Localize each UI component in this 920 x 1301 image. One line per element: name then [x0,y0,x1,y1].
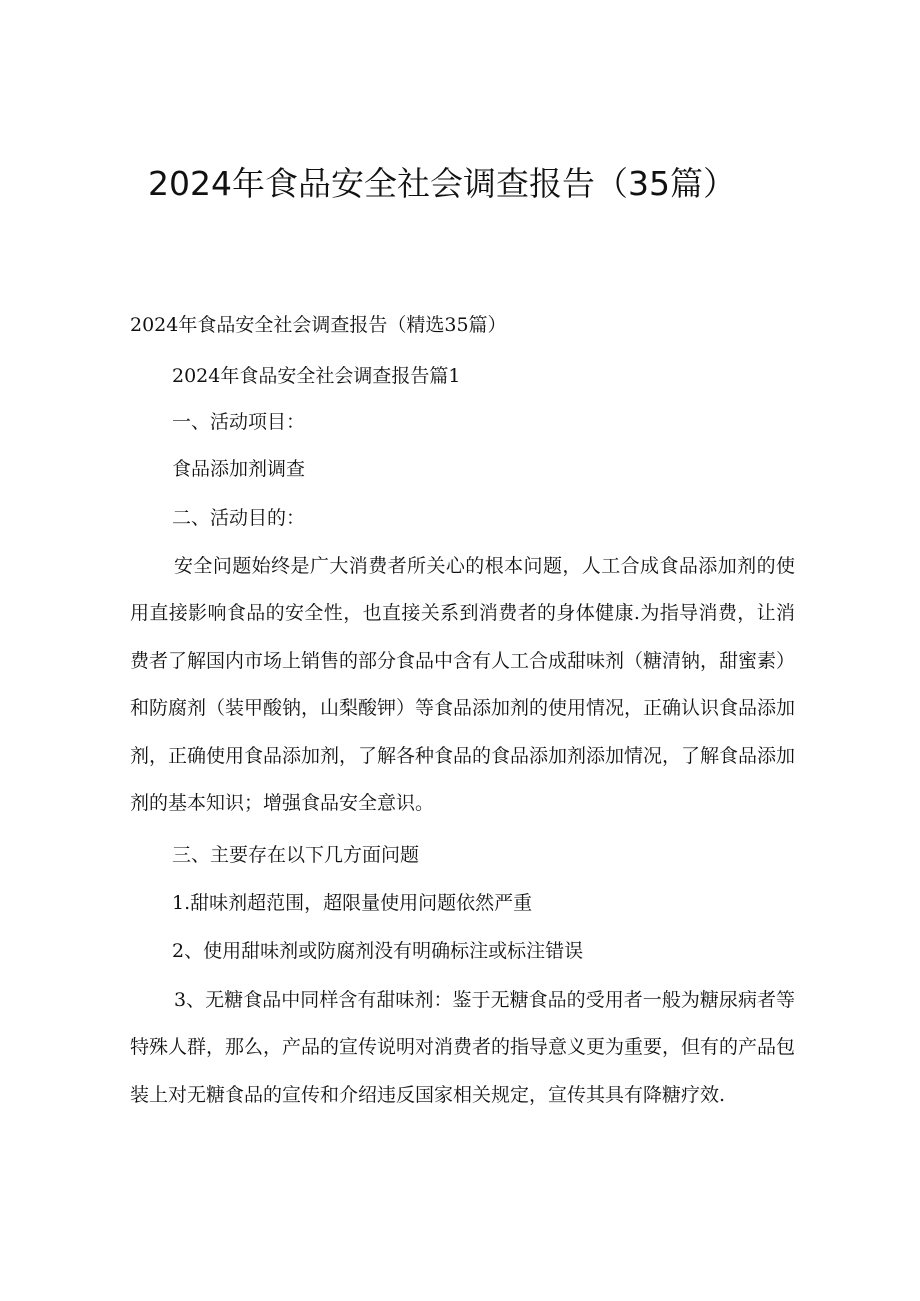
section-heading: 2024年食品安全社会调查报告篇1 [172,365,461,387]
document-title: 2024年食品安全社会调查报告（35篇） [148,164,736,203]
item2-paragraph: 安全问题始终是广大消费者所关心的根本问题，人工合成食品添加剂的使用直接影响食品的安全性，也直接关系到消费者的身体健康.为指导消费，让消费者了解国内市场上销售的部分食品中含有人工合成甜味剂（糖清钠，甜蜜素）和防腐剂（装甲酸钠，山梨酸钾）等食品添加剂的使用情况，正确认识食品添加剂，正确使用食品添加剂，了解各种食品的食品添加剂添加情况，了解食品添加剂的基本知识；增强食品安全意识。 [130,555,796,815]
issue1-text: 1.甜味剂超范围，超限量使用问题依然严重 [172,892,533,914]
issue3-paragraph: 3、无糖食品中同样含有甜味剂：鉴于无糖食品的受用者一般为糖尿病者等特殊人群，那么，产品的宣传说明对消费者的指导意义更为重要，但有的产品包装上对无糖食品的宣传和介绍违反国家相关规定，宣传其具有降糖疗效. [130,989,796,1106]
item2-heading: 二、活动目的： [172,507,306,529]
item1-text: 食品添加剂调查 [172,458,306,480]
item1-heading: 一、活动项目： [172,411,306,433]
document-subtitle: 2024年食品安全社会调查报告（精选35篇） [130,314,507,336]
item3-heading: 三、主要存在以下几方面问题 [172,844,420,866]
issue2-text: 2、使用甜味剂或防腐剂没有明确标注或标注错误 [172,940,584,962]
